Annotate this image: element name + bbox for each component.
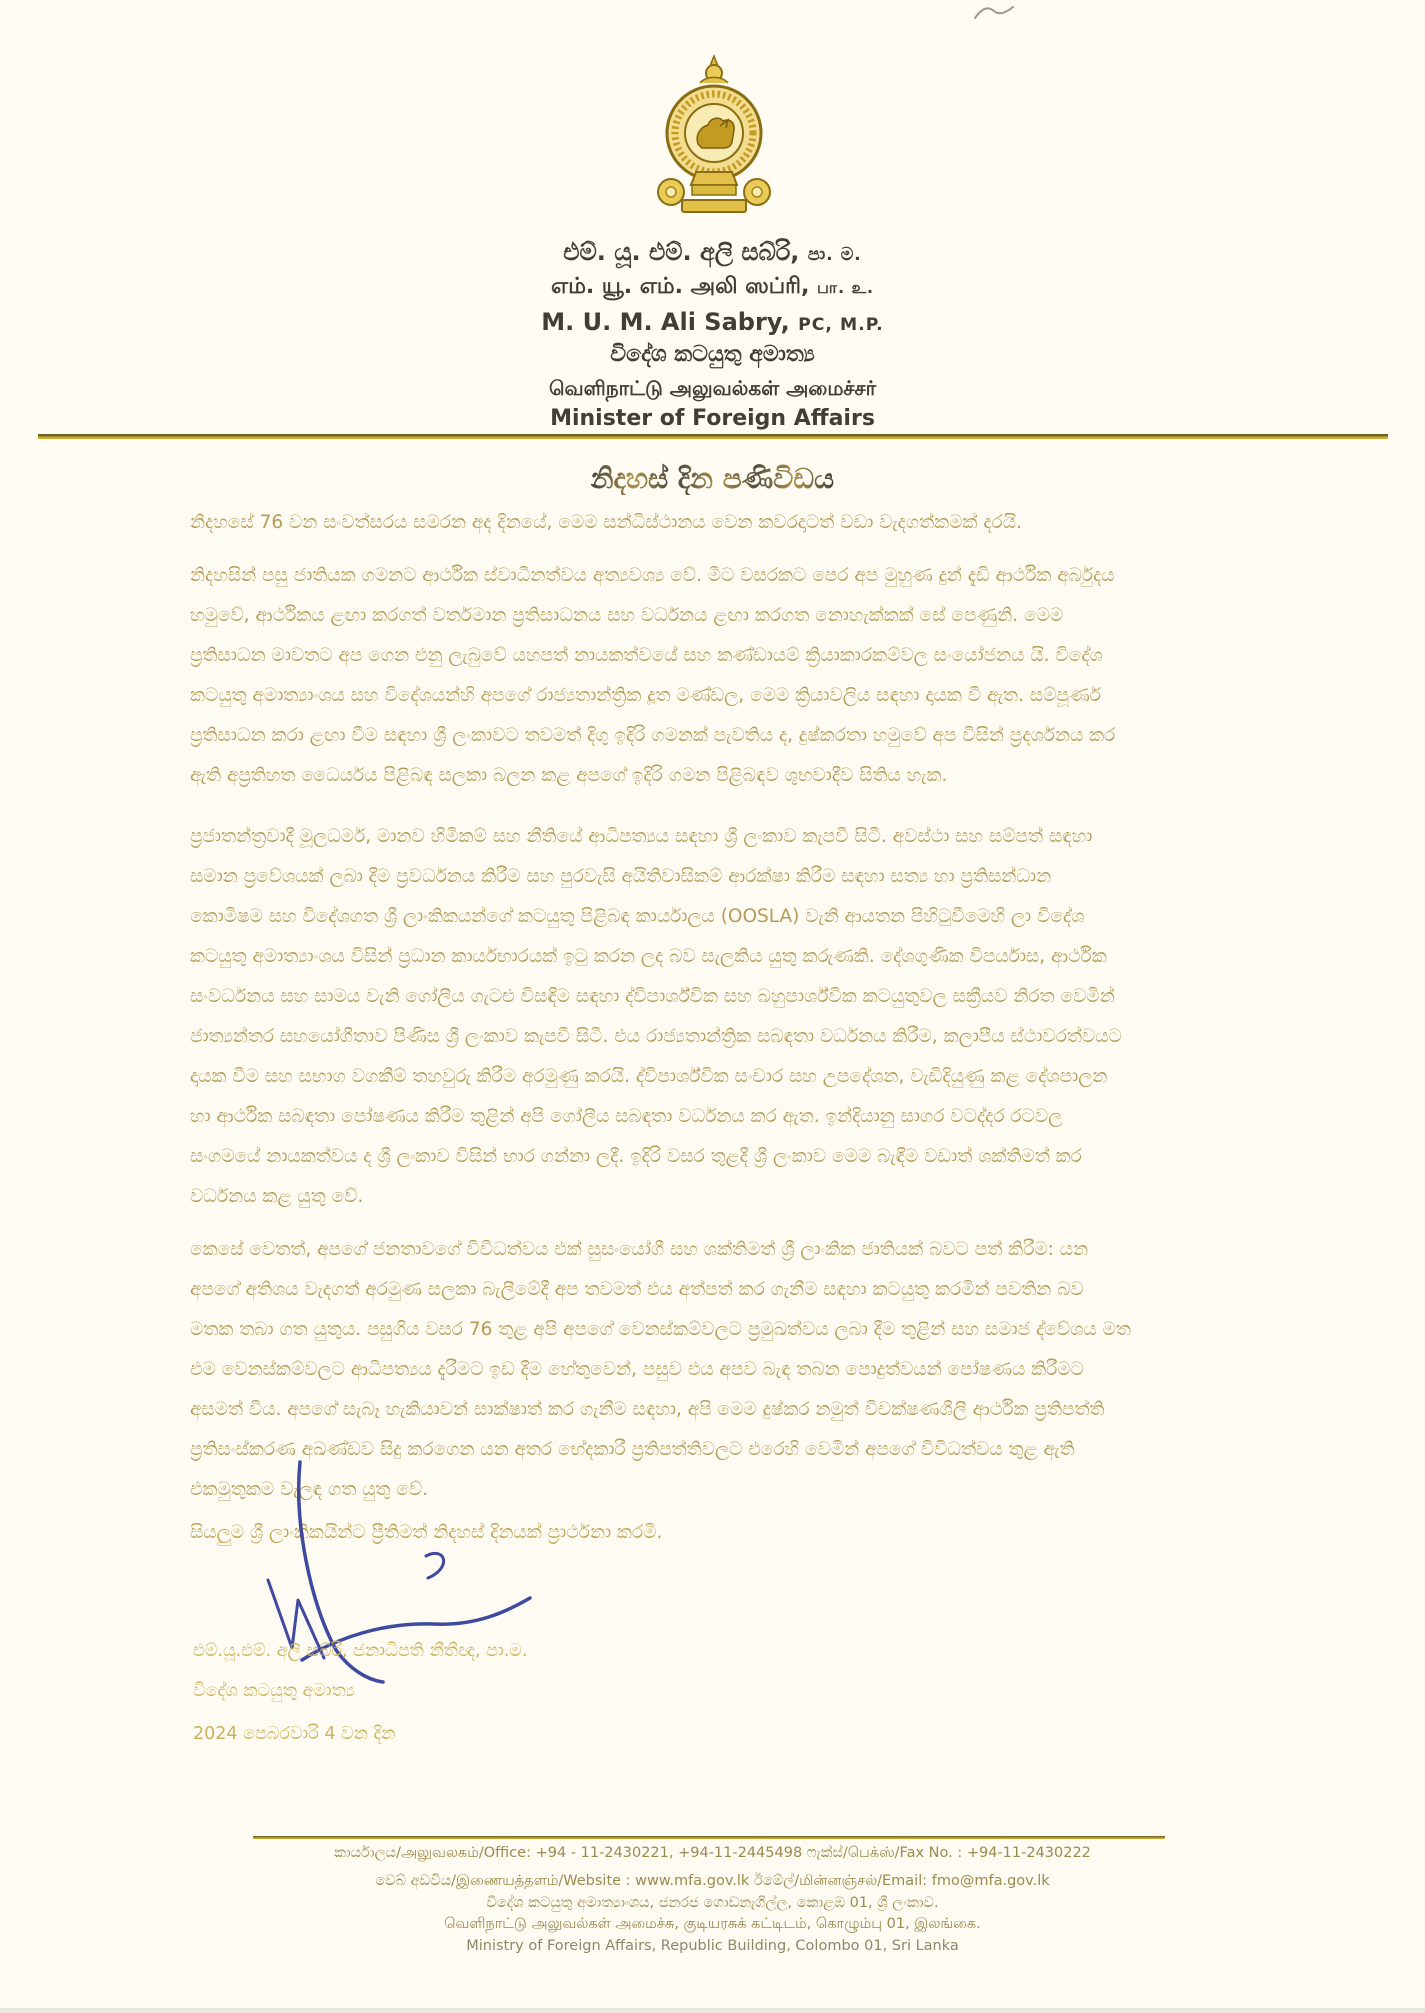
minister-name-sinhala-main: එම්. යූ. එම්. අලි සබ්රි,	[563, 238, 800, 266]
text-line: කෙසේ වෙතත්, අපගේ ජනතාවගේ විවිධත්වය එක් සුසංයෝගී සහ ශක්තිමත් ශ්‍රී ලාංකික ජාතියක් බවට පත් කිරීම: යන	[190, 1239, 1089, 1260]
signatory-name: එම්.යූ.එම්. අලි සබ්රි, ජනාධිපති නීතීඥ, පා.ම.	[193, 1641, 528, 1661]
minister-name-english-main: M. U. M. Ali Sabry,	[541, 308, 790, 336]
footer-address-tamil: வெளிநாட்டு அலுவல்கள் அமைச்சு, குடியரசுக் கட்டிடம், கொழும்பு 01, இலங்கை.	[444, 1916, 981, 1932]
minister-name-sinhala	[0, 238, 1425, 266]
text-line: ප්‍රතිසංස්කරණ අඛණ්ඩව සිදු කරගෙන යන අතර භේදකාරී ප්‍රතිපත්තිවලට එරෙහි වෙමින් අපගේ විවිධත්වය තුළ ඇති	[190, 1439, 1075, 1460]
text-line: එම වෙනස්කම්වලට ආධිපත්‍යය දැරීමට ඉඩ දීම හේතුවෙන්, පසුව එය අපව බැඳ තබන පොදුත්වයන් පෝෂණය කිරීමට	[190, 1359, 1084, 1380]
paragraph-2	[190, 556, 1242, 796]
footer-address-english: Ministry of Foreign Affairs, Republic Building, Colombo 01, Sri Lanka	[466, 1938, 959, 1954]
text-line: සමාන ප්‍රවේශයක් ලබා දීම ප්‍රවර්ධනය කිරීම සහ පුරවැසි අයිතිවාසිකම් ආරක්ෂා කිරීම සඳහා සත්‍ය හා ප්‍රතිසන්ධාන	[190, 866, 1052, 887]
minister-name-tamil-main: எம். யூ. எம். அலி ஸப்ரி,	[551, 274, 810, 299]
paragraph-3	[190, 817, 1242, 1217]
footer-office-line: කාර්යාලය/அலுவலகம்/Office: +94 - 11-2430221, +94-11-2445498 ෆැක්ස්/பெக்ஸ்/Fax No. : +94-11-2430222	[334, 1845, 1091, 1861]
closing-line: සියලුම ශ්‍රී ලාංකිකයින්ට ප්‍රීතිමත් නිදහස් දිනයක් ප්‍රාර්ථනා කරමි.	[190, 1522, 663, 1543]
text-line: හමුවේ, ආර්ථිකය ළඟා කරගත් වර්තමාන ප්‍රතිසාධනය සහ වර්ධනය ළඟා කරගත නොහැක්කක් සේ පෙණුනි. මෙම	[190, 605, 1064, 626]
text-line: කටයුතු අමාත්‍යාංශය සහ විදේශයන්හි අපගේ රාජ්‍යතාන්ත්‍රික දූත මණ්ඩල, මෙම ක්‍රියාවලිය සඳහා දායක වී ඇත. සම්පූර්ණ	[190, 685, 1101, 706]
text-line: ප්‍රජාතන්ත්‍රවාදී මූලධර්ම, මානව හිමිකම් සහ නීතියේ ආධිපත්‍යය සඳහා ශ්‍රී ලංකාව කැපවී සිටී. අවස්ථා සහ සම්පත් සඳහා	[190, 826, 1093, 847]
text-line: හා ආර්ථික සබඳතා පෝෂණය කිරීම තුළින් අපි ගෝලීය සබඳතා වර්ධනය කර ඇත. ඉන්දියානු සාගර වටද්දර රටවල	[190, 1106, 1063, 1127]
text-line: නිදහසින් පසු ජාතියක ගමනට ආර්ථික ස්වාධීනත්වය අත්‍යවශ්‍ය වේ. මීට වසරකට පෙර අප මුහුණ දුන් දැඩි ආර්ථික අර්බුදය	[190, 565, 1115, 586]
text-line: දායක වීම සහ සභාග වගකීම් තහවුරු කිරීම අරමුණු කරයි. ද්විපාර්ශ්වික සංචාර සහ උපදේශන, වැඩිදියුණු කළ දේශපාලන	[190, 1066, 1108, 1087]
text-line: අපගේ අතිශය වැදගත් අරමුණ සලකා බැලීමේදී අප තවමත් එය අත්පත් කර ගැනීම සඳහා කටයුතු කරමින් පවතින බව	[190, 1279, 1084, 1300]
sri-lanka-emblem-icon	[654, 54, 774, 222]
text-line: නිදහසේ 76 වන සංවත්සරය සමරන අද දිනයේ, මෙම සන්ධිස්ථානය වෙන කවරදාටත් වඩා වැදගත්කමක් දරයි.	[190, 512, 1022, 533]
footer-divider	[253, 1836, 1165, 1839]
text-line: ප්‍රතිසාධන කරා ළඟා වීම සඳහා ශ්‍රී ලංකාවට තවමත් දිගු ඉදිරි ගමනක් පැවතිය ද, දුෂ්කරතා හමුවේ අප විසින් ප්‍රදර්ශනය කර	[190, 725, 1116, 746]
minister-name-english-suffix: PC, M.P.	[798, 315, 884, 335]
minister-name-tamil-suffix: பா. உ.	[817, 278, 874, 297]
text-line: සංවර්ධනය සහ සාමය වැනි ගෝලීය ගැටළු විසඳීම සඳහා ද්විපාර්ශ්වික සහ බහුපාර්ශ්වික කටයුතුවල සක්‍රීයව නිරත වෙමින්	[190, 986, 1115, 1007]
pen-mark	[972, 2, 1016, 24]
minister-name-tamil	[0, 274, 1425, 302]
signatory-designation: විදේශ කටයුතු අමාත්‍ය	[193, 1681, 355, 1701]
text-line: ඇති අප්‍රතිහත ධෛර්යය පිළිබඳ සලකා බලන කළ අපගේ ඉදිරි ගමන පිළිබඳව ශුභවාදීව සිතිය හැක.	[190, 765, 948, 786]
minister-title-sinhala: විදේශ කටයුතු අමාත්‍ය	[610, 342, 815, 367]
letter-title: නිදහස් දින පණිවිඩය	[590, 462, 835, 495]
text-line: කොමිෂම සහ විදේශගත ශ්‍රී ලාංකිකයන්ගේ කටයුතු පිළිබඳ කාර්යාලය (OOSLA) වැනි ආයතන පිහිටුවීමෙහි ලා විදේශ	[190, 906, 1085, 927]
scan-edge-artifact	[0, 2008, 1425, 2013]
minister-name-sinhala-suffix: පා. ම.	[807, 245, 862, 265]
footer-web-line: වෙබ් අඩවිය/இணையத்தளம்/Website : www.mfa.gov.lk ඊමේල්/மின்னஞ்சல்/Email: fmo@mfa.gov.lk	[375, 1873, 1050, 1889]
text-line: අසමත් විය. අපගේ සැබෑ හැකියාවන් සාක්ෂාත් කර ගැනීම සඳහා, අපි මෙම දුෂ්කර නමුත් විචක්ෂණශීලී ආර්ථික ප්‍රතිපත්ති	[190, 1399, 1105, 1420]
text-line: ජාත්‍යන්තර සහයෝගීතාව පිණිස ශ්‍රී ලංකාව කැපවී සිටී. එය රාජ්‍යතාන්ත්‍රික සබඳතා වර්ධනය කිරීම, කලාපීය ස්ථාවරත්වයට	[190, 1026, 1122, 1047]
text-line: කටයුතු අමාත්‍යාංශය විසින් ප්‍රධාන කාර්යභාරයක් ඉටු කරන ලද බව සැලකිය යුතු කරුණකි. දේශගුණික විපර්යාස, ආර්ථික	[190, 946, 1107, 967]
minister-name-english	[0, 308, 1425, 336]
text-line: එකමුතුකම වැලඳ ගත යුතු වේ.	[190, 1479, 429, 1500]
footer-address-sinhala: විදේශ කටයුතු අමාත්‍යාංශය, ජනරජ ගොඩනැගිල්ල, කොළඹ 01, ශ්‍රී ලංකාව.	[486, 1895, 939, 1911]
minister-title-english: Minister of Foreign Affairs	[550, 406, 875, 431]
letter-date: 2024 පෙබරවාරි 4 වන දින	[193, 1724, 396, 1744]
text-line: මතක තබා ගත යුතුය. පසුගිය වසර 76 තුළ අපි අපගේ වෙනස්කම්වලට ප්‍රමුඛත්වය ලබා දීම තුළින් සහ සමාජ ද්වේශය මත	[190, 1319, 1131, 1340]
paragraph-1	[190, 503, 1242, 543]
letter-title-row	[0, 462, 1425, 496]
minister-title-tamil: வெளிநாட்டு அலுவல்கள் அமைச்சர்	[548, 376, 877, 400]
text-line: ප්‍රතිසාධන මාවතට අප ගෙන එනු ලැබුවේ යහපත් නායකත්වයේ සහ කණ්ඩායම් ක්‍රියාකාරකම්වල සංයෝජනය යි. විදේශ	[190, 645, 1103, 666]
text-line: සංගමයේ නායකත්වය ද ශ්‍රී ලංකාව විසින් භාර ගන්නා ලදී. ඉදිරි වසර තුළදී ශ්‍රී ලංකාව මෙම බැඳීම වඩාත් ශක්තිමත් කර	[190, 1146, 1082, 1167]
text-line: වර්ධනය කළ යුතු වේ.	[190, 1186, 364, 1207]
header-divider	[38, 434, 1388, 439]
signature	[238, 1452, 548, 1704]
